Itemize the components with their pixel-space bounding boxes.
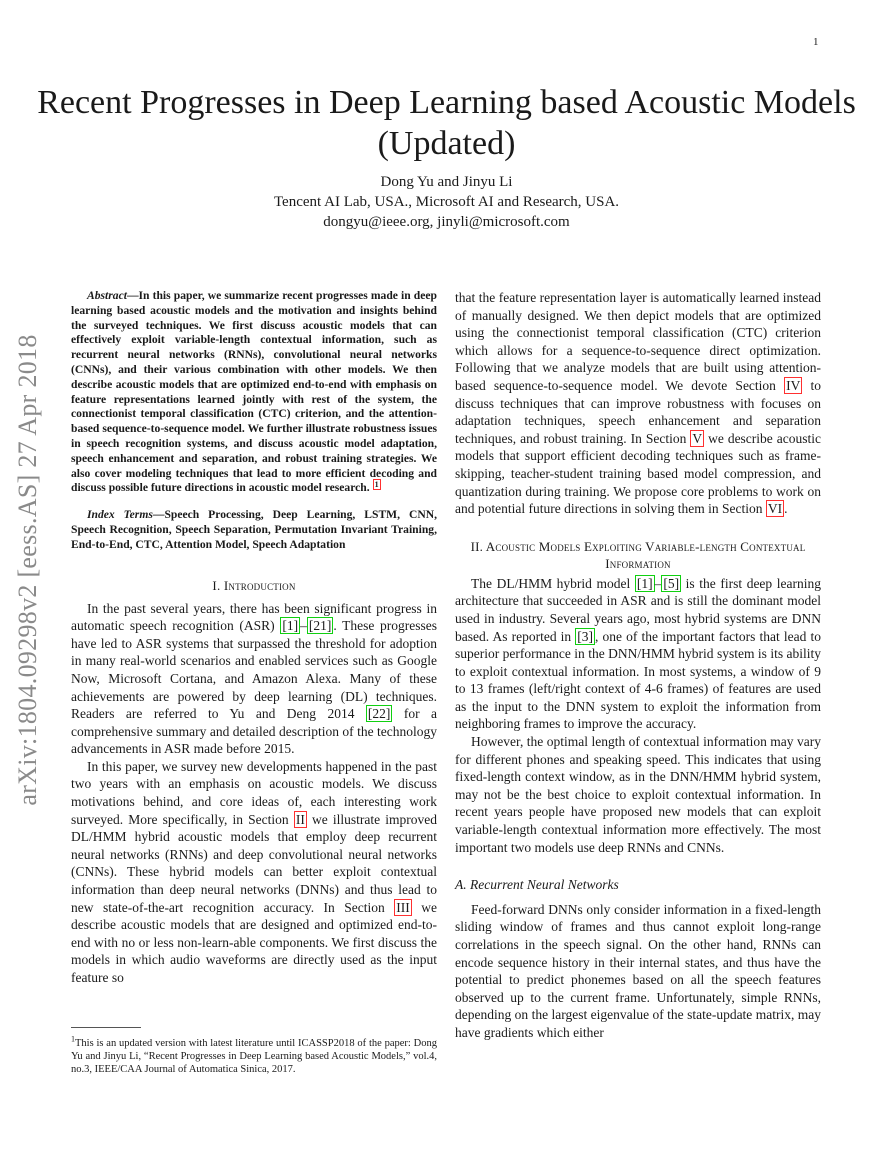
author-emails: dongyu@ieee.org, jinyli@microsoft.com <box>323 214 570 230</box>
index-terms-lead: Index Terms <box>87 508 153 522</box>
text-span: . These progresses have led to ASR systems that surpassed the threshold for adoption in many real-world scenarios and enabled services such as Google Now, Microsoft Cortana, and Amazon Alexa. Many of these achievements are powered by deep learning (DL) techniques. Readers are referred to Yu and Deng 2014 <box>71 618 437 722</box>
text-span: that the feature representation layer is automatically learned instead of manually designed. We then depict models that are optimized using the connectionist temporal classification (CTC) criterion which allows for a sequence-to-sequence direct optimization. Following that we analyze models that are built using attention-based sequence-to-sequence model. We devote Section <box>455 290 821 393</box>
text-span: , one of the important factors that lead to superior performance in the DNN/HMM hybrid system is its ability to exploit contextual information. In most systems, a window of 9 to 13 frames (left/right context of 4-6 frames) of features are used as the input to the DNN system to exploit the information from neighboring frames to improve the accuracy. <box>455 628 821 732</box>
citation-link[interactable]: [1] <box>636 575 653 591</box>
footnote <box>71 1034 437 1076</box>
section-link[interactable]: IV <box>786 377 801 393</box>
subsection-heading-rnn: A. Recurrent Neural Networks <box>455 877 619 893</box>
text-span: we illustrate improved DL/HMM hybrid acoustic models that employ deep recurrent neural networks (RNNs) and deep convolutional neural networks (CNNs). These hybrid models can better exploit contextual information than deep neural networks (DNNs) and thus lead to new state-of-the-art recognition accuracy. In Section <box>71 811 438 915</box>
citation-link[interactable]: [21] <box>308 618 332 634</box>
section-heading-introduction: I. Introduction <box>212 577 296 593</box>
text-span: we describe acoustic models that are designed and optimized end-to-end with no or less non-learn-able components. We first discuss the models in which audio waveforms are directly used as the input feature so <box>71 899 437 986</box>
section-link[interactable]: III <box>396 899 410 915</box>
author-names: Dong Yu and Jinyu Li <box>380 174 513 190</box>
text-span: is the first deep learning architecture that succeeded in ASR and is still the dominant model used in industry. Several years ago, most hybrid systems are DNN based. As reported in <box>455 575 821 644</box>
text-span: In this paper, we survey new developments happened in the past two years with an emphasis on acoustic models. We discuss motivations behind, and core ideas of, each interesting work surveyed. More specifically, in Section <box>71 758 437 827</box>
text-span: . <box>784 501 788 517</box>
citation-link[interactable]: [5] <box>663 575 680 591</box>
text-span: – <box>654 575 662 591</box>
index-terms-text: —Speech Processing, Deep Learning, LSTM, CNN, Speech Recognition, Speech Separation, Permutation Invariant Training, End-to-End, CTC, Attention Model, Speech Adaptation <box>71 508 437 551</box>
index-terms <box>71 508 437 552</box>
section-link[interactable]: V <box>692 430 703 446</box>
footnote-divider <box>71 1027 141 1028</box>
text-span: – <box>300 618 307 634</box>
author-block <box>0 172 893 232</box>
arxiv-identifier <box>8 300 48 840</box>
footnote-mark: 1 <box>71 1034 75 1044</box>
text-span: to discuss techniques that can improve robustness with focuses on adaptation techniques, speech enhancement and separation techniques, and robust training. In Section <box>455 377 821 446</box>
section-heading-acoustic-models: II. Acoustic Models Exploiting Variable-length Contextual Information <box>470 538 806 571</box>
footnote-link[interactable]: 1 <box>374 479 379 489</box>
abstract-text: —In this paper, we summarize recent progresses made in deep learning based acoustic models and the motivation and insights behind the surveyed techniques. We first discuss acoustic models that can effectively exploit variable-length contextual information, such as recurrent neural networks (RNNs), convolutional neural networks (CNNs), and their various combination with other models. We then describe acoustic models that are optimized end-to-end with emphasis on feature representations learned jointly with rest of the system, the connectionist temporal classification (CTC) criterion, and the attention-based sequence-to-sequence model. We further illustrate robustness issues in speech recognition systems, and discuss acoustic model adaptation, speech enhancement and separation, and robust training strategies. We also cover modeling techniques that lead to more efficient decoding and discuss possible future directions in acoustic model research. <box>71 289 437 495</box>
right-column <box>455 289 821 1042</box>
intro-paragraph-1 <box>71 600 437 758</box>
text-span: we describe acoustic models that support efficient decoding techniques such as frame-skipping, teacher-student training based model compression, and quantization during training. We propose core problems to work on and potential future directions in solving them in Section <box>455 430 822 517</box>
abstract-lead: Abstract <box>87 289 127 302</box>
section2-paragraph-1 <box>455 575 821 733</box>
page-number: 1 <box>813 36 819 48</box>
paper-title: Recent Progresses in Deep Learning based Acoustic Models (Updated) <box>37 84 856 162</box>
text-span: The DL/HMM hybrid model <box>471 575 635 591</box>
citation-link[interactable]: [1] <box>282 618 299 634</box>
left-column <box>71 289 437 987</box>
right-paragraph-1 <box>455 289 821 518</box>
section2-paragraph-2: However, the optimal length of contextual information may vary for different phones and speaking speed. This indicates that using fixed-length context window, as in the DNN/HMM hybrid system, may not be the best choice to exploit contextual information. In recent years people have proposed new models that can exploit variable-length contextual information more effectively. The most important two models use deep RNNs and CNNs. <box>455 734 821 855</box>
author-affiliation: Tencent AI Lab, USA., Microsoft AI and Research, USA. <box>273 194 620 210</box>
text-span: for a comprehensive summary and detailed description of the technology advancements in ASR made before 2015. <box>71 706 437 757</box>
section-link[interactable]: II <box>295 811 305 827</box>
abstract <box>71 289 437 496</box>
intro-paragraph-2 <box>71 758 437 987</box>
arxiv-identifier-text: arXiv:1804.09298v2 [eess.AS] 27 Apr 2018 <box>13 334 42 806</box>
footnote-text: This is an updated version with latest literature until ICASSP2018 of the paper: Dong Yu and Jinyu Li, “Recent Progresses in Deep Learning based Acoustic Models,” vol.4, no.3, IEEE/CAA Journal of Automatica Sinica, 2017. <box>71 1038 437 1075</box>
subsection-a-paragraph-1: Feed-forward DNNs only consider information in a fixed-length sliding window of frames and thus cannot exploit long-range correlations in the speech signal. On the other hand, RNNs can encode sequence history in their internal states, and thus have the potential to predict phonemes based on all the speech features observed up to the current frame. Unfortunately, simple RNNs, depending on the largest eigenvalue of the state-update matrix, may have gradients which either <box>455 901 821 1040</box>
text-span: In the past several years, there has been significant progress in automatic speech recognition (ASR) <box>71 600 437 634</box>
citation-link[interactable]: [22] <box>367 706 391 722</box>
citation-link[interactable]: [3] <box>577 628 594 644</box>
section-link[interactable]: VI <box>767 501 783 517</box>
